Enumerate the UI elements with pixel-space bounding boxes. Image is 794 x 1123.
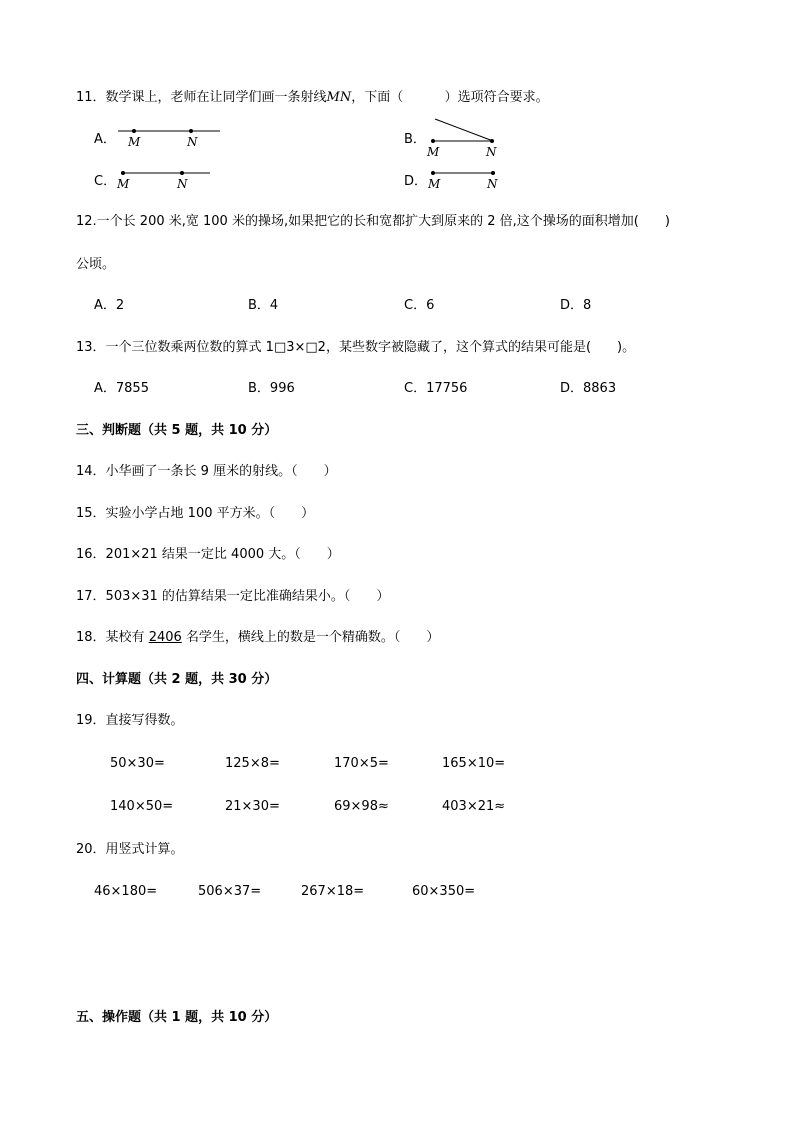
q11-option-d-figure: [422, 164, 507, 194]
q19-item: 170×5=: [334, 756, 389, 771]
q11-c-point-n: [180, 171, 184, 175]
q19-item: 140×50=: [110, 799, 174, 814]
q14-stem: 14．小华画了一条长 9 厘米的射线。（ ）: [76, 464, 337, 479]
q11-b-point-m: [431, 139, 435, 143]
q11-c-label-n: N: [177, 177, 188, 191]
q11-option-c-label[interactable]: C．: [94, 174, 117, 189]
q11-d-label-n: N: [487, 177, 498, 191]
q12-option-d[interactable]: D．8: [560, 298, 592, 313]
q13-option-c[interactable]: C．17756: [404, 381, 468, 396]
q16-stem: 16．201×21 结果一定比 4000 大。（ ）: [76, 547, 340, 562]
q11-option-b-label[interactable]: B．: [404, 132, 426, 147]
q11-a-label-n: N: [187, 135, 198, 149]
section-3-heading: 三、判断题（共 5 题，共 10 分）: [76, 423, 278, 438]
q11-option-c-figure: [112, 164, 217, 194]
q11-d-point-m: [431, 171, 435, 175]
q11-mid: ，下面（: [351, 90, 404, 105]
section-4-heading: 四、计算题（共 2 题，共 30 分）: [76, 672, 278, 687]
q15-stem: 15．实验小学占地 100 平方米。（ ）: [76, 506, 315, 521]
q11-stem: [76, 90, 549, 106]
q11-b-point-n: [490, 139, 494, 143]
section-5-heading: 五、操作题（共 1 题，共 10 分）: [76, 1010, 278, 1025]
q12-option-c[interactable]: C．6: [404, 298, 435, 313]
q13-stem: 13．一个三位数乘两位数的算式 1□3×□2，某些数字被隐藏了，这个算式的结果可能是( )。: [76, 340, 636, 355]
q18-stem: [76, 630, 439, 646]
q11-d-label-m: M: [428, 177, 441, 191]
q12-option-b[interactable]: B．4: [248, 298, 279, 313]
q19-stem: 19．直接写得数。: [76, 713, 184, 728]
q13-option-a[interactable]: A．7855: [94, 381, 149, 396]
q19-item: 50×30=: [110, 756, 165, 771]
q11-a-point-n: [189, 129, 193, 133]
q11-option-d-label[interactable]: D．: [404, 174, 428, 189]
q11-option-a-figure: [112, 122, 227, 152]
q11-ray-name: MN: [326, 90, 352, 105]
q19-item: 21×30=: [225, 799, 280, 814]
q18-prefix: 18．某校有: [76, 630, 149, 645]
q20-item: 267×18=: [301, 884, 365, 899]
q18-suffix: 名学生，横线上的数是一个精确数。（ ）: [181, 630, 440, 645]
q11-suffix: ）选项符合要求。: [444, 90, 549, 105]
q11-option-b-figure: [420, 116, 510, 160]
q19-item: 69×98≈: [334, 799, 389, 814]
q18-underlined-number: 2406: [148, 630, 182, 645]
q20-stem: 20．用竖式计算。: [76, 842, 184, 857]
q20-item: 46×180=: [94, 884, 158, 899]
q13-option-d[interactable]: D．8863: [560, 381, 617, 396]
q11-a-point-m: [132, 129, 136, 133]
q11-b-slanted-line: [435, 119, 493, 141]
q13-option-b[interactable]: B．996: [248, 381, 295, 396]
q17-stem: 17．503×31 的估算结果一定比准确结果小。（ ）: [76, 589, 390, 604]
q12-option-a[interactable]: A．2: [94, 298, 125, 313]
q12-stem-line2: 公顷。: [76, 257, 116, 272]
q11-c-point-m: [121, 171, 125, 175]
q11-b-label-m: M: [427, 145, 440, 159]
q11-b-label-n: N: [486, 145, 497, 159]
q19-item: 125×8=: [225, 756, 280, 771]
q11-answer-blank[interactable]: [403, 90, 444, 105]
q19-item: 165×10=: [442, 756, 506, 771]
q19-item: 403×21≈: [442, 799, 506, 814]
q11-a-label-m: M: [128, 135, 141, 149]
q11-c-label-m: M: [117, 177, 130, 191]
q20-item: 60×350=: [412, 884, 476, 899]
q20-item: 506×37=: [198, 884, 262, 899]
q11-option-a-label[interactable]: A．: [94, 132, 116, 147]
q11-d-point-n: [491, 171, 495, 175]
q11-prefix: 11．数学课上，老师在让同学们画一条射线: [76, 90, 327, 105]
q12-stem-line1: 12.一个长 200 米,宽 100 米的操场,如果把它的长和宽都扩大到原来的 2 倍,这个操场的面积增加( ): [76, 214, 670, 229]
